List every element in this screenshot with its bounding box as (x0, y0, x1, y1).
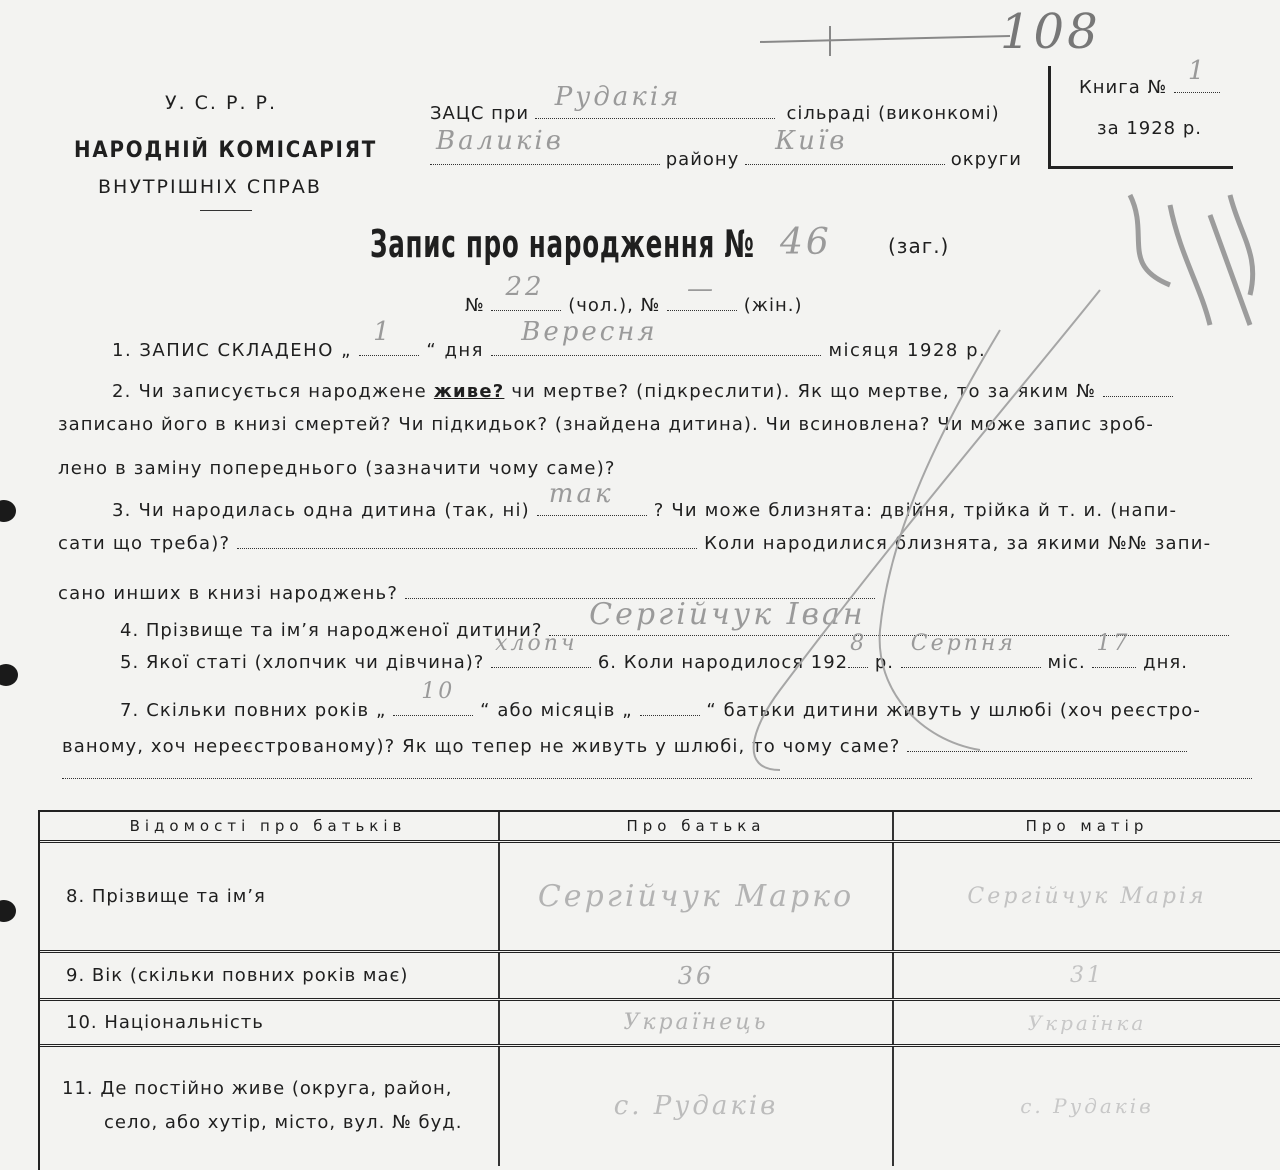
row-label-residence-line1: 11. Де постійно живе (округа, район, (62, 1078, 453, 1100)
q1-text-c: місяця 1928 р. (828, 340, 987, 361)
q6-text-c: міс. (1047, 652, 1086, 673)
q3-answer-handwriting: так (548, 479, 614, 509)
raion-field (430, 126, 660, 165)
commissariat-line1: НАРОДНІЙ КОМІСАРІЯТ (74, 138, 378, 163)
raion-handwriting: Валиків (436, 126, 564, 156)
q6-year-handwriting: 8 (850, 631, 868, 656)
q6-month-handwriting: Серпня (910, 631, 1016, 656)
q1-day-handwriting: 1 (373, 317, 393, 347)
okruha-label: округи (950, 149, 1022, 170)
q7-years-field (393, 679, 473, 716)
q4-text: 4. Прізвище та ім’я народженої дитини? (120, 620, 543, 641)
q6-day-handwriting: 17 (1096, 631, 1131, 656)
q2-text-a: 2. Чи записується народжене (112, 381, 427, 402)
mother-residence-handwriting: с. Рудаків (1020, 1094, 1154, 1119)
mother-name-handwriting: Сергійчук Марія (967, 884, 1207, 909)
q3-twins-field (237, 530, 697, 549)
selrada-label: сільраді (виконкомі) (786, 103, 1000, 124)
male-label: (чол.), № (568, 295, 661, 316)
handwritten-strokes (640, 270, 1160, 790)
raion-line (430, 126, 1022, 170)
question-2-line2: записано його в книзі смертей? Чи підкидьок? (знайдена дитина). Чи всиновлена? Чи може запис зроб- (58, 414, 1154, 435)
female-number-handwriting: — (687, 274, 717, 304)
okruha-handwriting: Київ (775, 126, 848, 156)
q5-answer-field (491, 631, 591, 668)
punch-hole-top (0, 500, 16, 522)
book-year: за 1928 р. (1097, 118, 1203, 139)
q3-text-a: 3. Чи народилась одна дитина (так, ні) (112, 500, 530, 521)
q6-text-a: 6. Коли народилося 192 (597, 652, 849, 673)
punch-hole-middle (0, 664, 18, 686)
q2-alive-option: живе? (433, 381, 505, 402)
zags-selrada-handwriting: Рудакія (554, 82, 682, 112)
table-outer-border (38, 810, 1280, 1170)
female-label: (жін.) (743, 295, 803, 316)
q3-text-e: сано инших в книзі народжень? (58, 583, 399, 604)
commissariat-line2: ВНУТРІШНІХ СПРАВ (98, 176, 322, 198)
q6-text-d: дня. (1143, 652, 1188, 673)
header-info-about-parents: Відомості про батьків (38, 811, 499, 842)
q3-text-d: Коли народилися близнята, за якими №№ запи- (704, 533, 1212, 554)
okruha-field (745, 126, 945, 165)
male-prefix: № (465, 295, 485, 316)
raion-label: району (665, 149, 740, 170)
corner-number: 108 (1000, 4, 1101, 60)
row-label-nationality-text: 10. Національність (66, 1012, 264, 1033)
book-number-field (1174, 56, 1220, 93)
q5-text: 5. Якої статі (хлопчик чи дівчина)? (120, 652, 485, 673)
book-label: Книга № (1079, 77, 1168, 98)
question-2-line3: лено в заміну попереднього (зазначити чому саме)? (58, 458, 616, 479)
father-age-handwriting: 36 (677, 961, 715, 990)
row-label-name-text: 8. Прізвище та ім’я (66, 886, 266, 907)
zags-line (430, 82, 1000, 124)
mother-age-handwriting: 31 (1070, 963, 1104, 988)
row-label-age-text: 9. Вік (скільки повних років має) (66, 965, 409, 986)
book-number-handwriting: 1 (1187, 56, 1208, 86)
book-label-line (1079, 56, 1220, 98)
q4-answer-handwriting: Сергійчук Іван (589, 597, 866, 632)
male-number-field (491, 272, 561, 311)
father-nationality-handwriting: Українець (623, 1010, 769, 1035)
q3-text-c: сати що треба)? (58, 533, 231, 554)
father-residence-handwriting: с. Рудаків (613, 1091, 779, 1122)
usrr-heading: У. С. Р. Р. (165, 92, 278, 114)
zag-label: (заг.) (888, 234, 950, 258)
punch-hole-bottom (0, 900, 16, 922)
header-about-mother: Про матір (893, 811, 1280, 842)
zags-prefix: ЗАЦС при (430, 103, 530, 124)
q3-text-b: ? Чи може близнята: двійня, трійка й т. и. (напи- (653, 500, 1178, 521)
q2-text-b: чи мертве? (підкреслити). Як що мертве, то за яким № (511, 381, 1097, 402)
father-name-handwriting: Сергійчук Марко (537, 879, 855, 914)
record-title: Запис про народження № (370, 222, 755, 266)
row-label-residence-line2: село, або хутір, місто, вул. № буд. (104, 1112, 463, 1134)
header-about-father: Про батька (499, 811, 893, 842)
q7-text-c: “ батьки дитини живуть у шлюбі (хоч реєстро- (706, 700, 1201, 721)
zags-selrada-field (535, 82, 775, 119)
q1-day-field (359, 317, 419, 356)
book-box (1048, 56, 1233, 169)
q5-answer-handwriting: хлопч (495, 631, 578, 656)
q7-text-b: “ або місяців „ (480, 700, 633, 721)
q7-text-d: ваному, хоч нереєстрованому)? Як що тепер не живуть у шлюбі, то чому саме? (62, 736, 901, 757)
q6-text-b: р. (874, 652, 895, 673)
mother-nationality-handwriting: Українка (1027, 1010, 1147, 1035)
q3-answer-field (537, 479, 647, 516)
male-number-handwriting: 22 (505, 272, 545, 302)
q1-text-a: 1. ЗАПИС СКЛАДЕНО „ (112, 340, 352, 361)
corner-strike-mark (760, 22, 1020, 62)
header-divider (200, 210, 252, 211)
q1-month-handwriting: Вересня (521, 317, 658, 347)
q7-years-handwriting: 10 (421, 679, 456, 704)
record-number-handwriting: 46 (780, 222, 832, 263)
q1-text-b: “ дня (426, 340, 484, 361)
q7-text-a: 7. Скільки повних років „ (120, 700, 387, 721)
